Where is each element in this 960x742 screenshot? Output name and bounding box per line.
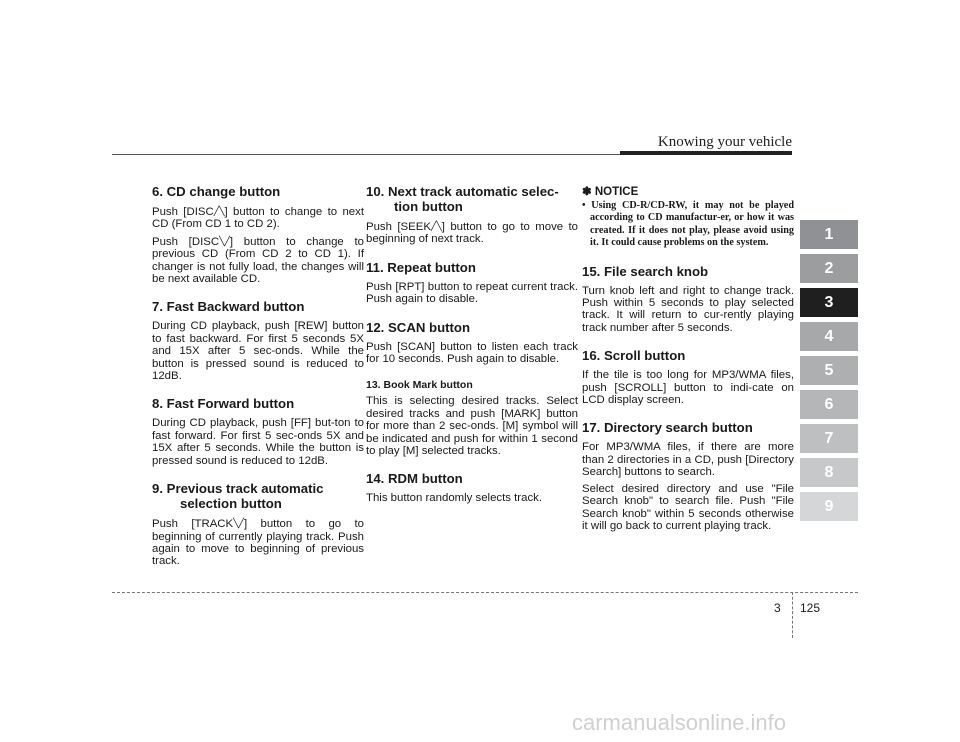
chapter-tab-2[interactable]: 2 [800,254,858,283]
section-13-para: This is selecting desired tracks. Select desired tracks and push [MARK] button for more than 2 sec-onds. [M] symbol will be indicated and push for within 1 second to play [M] selected tracks. [366,395,578,458]
section-16-para: If the tile is too long for MP3/WMA files, push [SCROLL] button to indi-cate on LCD display screen. [582,369,794,407]
section-12-title: 12. SCAN button [366,319,471,335]
column-1 [152,184,364,572]
watermark: carmanualsonline.info [572,710,787,735]
section-10-title: 10. Next track automatic selec-tion button [366,184,559,214]
section-11-para: Push [RPT] button to repeat current track. Push again to disable. [366,280,578,306]
chapter-tab-9[interactable]: 9 [800,492,858,521]
column-3 [582,184,794,536]
chapter-tab-4[interactable]: 4 [800,322,858,351]
section-13-title: 13. Book Mark button [366,379,473,392]
section-7-para: During CD playback, push [REW] button to fast backward. For first 5 seconds 5X and 15X after 5 sec-onds. While the button is pressed sound is reduced to 12dB. [152,320,364,383]
notice-heading: ✽ NOTICE [582,186,639,198]
section-7-title: 7. Fast Backward button [152,299,305,315]
up-arrow-icon: ╱╲ [430,221,442,231]
section-15-title: 15. File search knob [582,263,709,279]
down-arrow-icon: ╲╱ [233,518,244,529]
section-6-para-2: Push [DISC╲╱] button to change to previous CD (From CD 2 to CD 1). If changer is not fully load, the changes will be next available CD. [152,235,364,286]
section-12-para: Push [SCAN] button to listen each track for 10 seconds. Push again to disable. [366,340,578,366]
section-17-para-2: Select desired directory and use "File Search knob" to search file. Push "File Search knob" within 5 seconds otherwise it will go back to current playing track. [582,482,794,532]
section-15-para: Turn knob left and right to change track. Push within 5 seconds to play selected track. It will return to cur-rently playing track number after 5 seconds. [582,284,794,334]
section-8-para: During CD playback, push [FF] but-ton to fast forward. For first 5 sec-onds 5X and 15X after 5 seconds. While the button is pressed sound is reduced to 12dB. [152,417,364,467]
chapter-tab-8[interactable]: 8 [800,458,858,487]
footer-rule [112,592,858,593]
down-arrow-icon: ╲╱ [219,235,230,246]
page-number: 125 [800,601,821,615]
chapter-tab-6[interactable]: 6 [800,390,858,419]
section-17-para-1: For MP3/WMA files, if there are more than 2 directories in a CD, push [Directory Search] buttons to search. [582,441,794,479]
chapter-tabs [800,220,858,526]
section-17-title: 17. Directory search button [582,420,753,436]
footer-divider [792,592,793,638]
up-arrow-icon: ╱╲ [213,206,225,216]
page-section-number: 3 [774,601,781,615]
header-bar [620,151,792,155]
header-title: Knowing your vehicle [657,134,792,150]
section-16-title: 16. Scroll button [582,348,686,364]
section-6-para-1: Push [DISC╱╲] button to change to next CD (From CD 1 to CD 2). [152,206,364,231]
section-14-para: This button randomly selects track. [366,492,542,505]
section-14-title: 14. RDM button [366,471,463,487]
section-9-title: 9. Previous track automatic selection button [152,481,324,512]
section-9-para: Push [TRACK╲╱] button to go to beginning of currently playing track. Push again to move to beginning of previous track. [152,518,364,568]
chapter-tab-1[interactable]: 1 [800,220,858,249]
chapter-tab-5[interactable]: 5 [800,356,858,385]
section-10-para: Push [SEEK╱╲] button to go to move to beginning of next track. [366,221,578,246]
section-6-title: 6. CD change button [152,184,281,199]
section-8-title: 8. Fast Forward button [152,396,295,412]
notice-body: • Using CD-R/CD-RW, it may not be played according to CD manufactur-er, or how it was created. If it does not play, please avoid using it. It could cause problems on the system. [582,200,794,249]
chapter-tab-3[interactable]: 3 [800,288,858,317]
chapter-tab-7[interactable]: 7 [800,424,858,453]
section-11-title: 11. Repeat button [366,259,476,275]
column-2 [366,184,578,509]
